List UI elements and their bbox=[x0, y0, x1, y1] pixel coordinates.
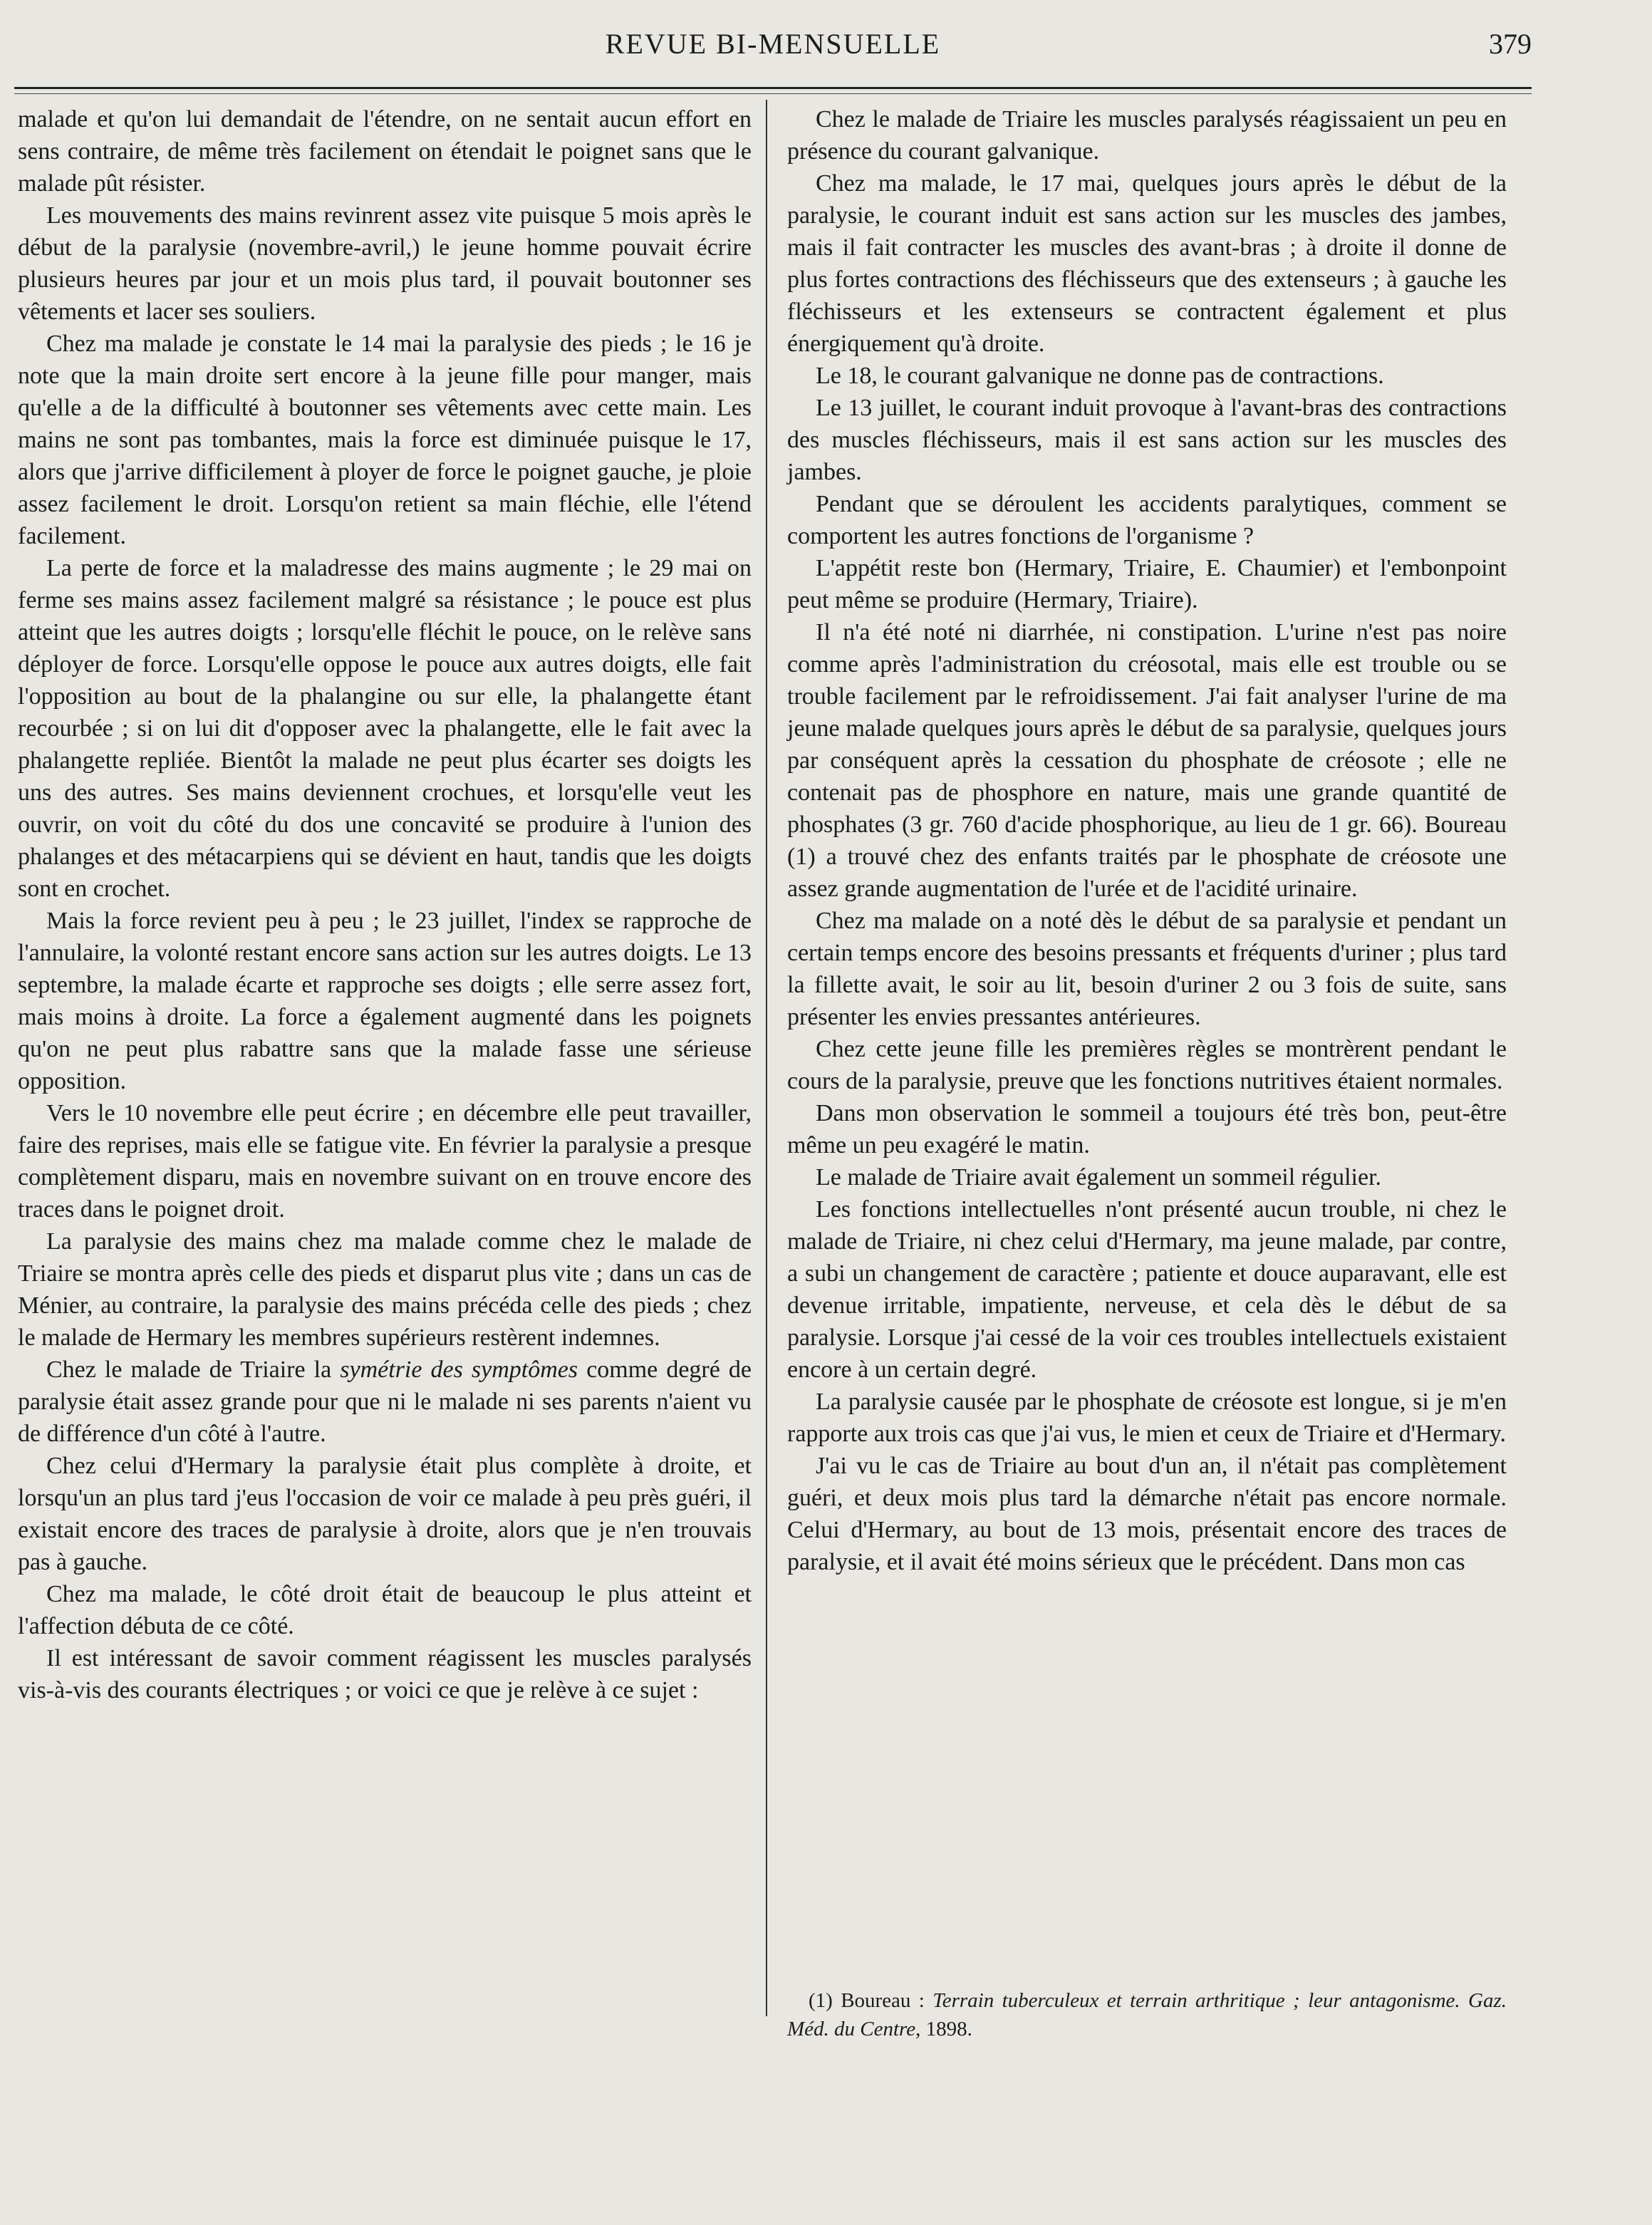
paragraph: Le malade de Triaire avait également un sommeil régulier. bbox=[816, 1164, 1382, 1191]
paragraph: Chez celui d'Hermary la paralysie était plus complète à droite, et lorsqu'un an plus tard j'eus l'occasion de voir ce malade à peu près guéri, il existait encore des traces de paralysie à droite, alors que je n'en trouvais pas à gauche. bbox=[18, 1453, 752, 1575]
text-span: Chez le malade de Triaire la bbox=[46, 1357, 341, 1383]
paragraph: Dans mon observation le sommeil a toujours été très bon, peut-être même un peu exagéré le matin. bbox=[787, 1100, 1507, 1158]
paragraph: La paralysie causée par le phosphate de créosote est longue, si je m'en rapporte aux trois cas que j'ai vus, le mien et ceux de Triaire et d'Hermary. bbox=[787, 1389, 1507, 1447]
paragraph: J'ai vu le cas de Triaire au bout d'un an, il n'était pas complètement guéri, et deux mois plus tard la démarche n'était pas encore normale. Celui d'Hermary, au bout de 13 mois, présentait encore des traces de paralysie, et il avait été moins sérieux que le précédent. Dans mon cas bbox=[787, 1453, 1507, 1575]
paragraph: Mais la force revient peu à peu ; le 23 juillet, l'index se rapproche de l'annulaire, la volonté restant encore sans action sur les autres doigts. Le 13 septembre, la malade écarte et rapproche ses doigts ; elle serre assez fort, mais moins à droite. La force a également augmenté dans les poignets qu'on ne peut plus rabattre sans que la malade fasse une sérieuse opposition. bbox=[18, 908, 752, 1094]
paragraph: Chez ma malade on a noté dès le début de sa paralysie et pendant un certain temps encore des besoins pressants et fréquents d'uriner ; plus tard la fillette avait, le soir au lit, besoin d'uriner 2 ou 3 fois de suite, sans présenter les envies pressantes antérieures. bbox=[787, 908, 1507, 1030]
paragraph: Il est intéressant de savoir comment réagissent les muscles paralysés vis-à-vis des courants électriques ; or voici ce que je relève à ce sujet : bbox=[18, 1645, 752, 1703]
paragraph: Chez ma malade, le 17 mai, quelques jours après le début de la paralysie, le courant induit est sans action sur les muscles des jambes, mais il fait contracter les muscles des avant-bras ; à droite il donne de plus fortes contractions des fléchisseurs que des extenseurs ; à gauche les fléchisseurs et les extenseurs se contractent également et plus énergiquement qu'à droite. bbox=[787, 170, 1507, 357]
footnote-marker: (1) Boureau : bbox=[809, 1989, 933, 2012]
paragraph: Les mouvements des mains revinrent assez vite puisque 5 mois après le début de la paralysie (novembre-avril,) le jeune homme pouvait écrire plusieurs heures par jour et un mois plus tard, il pouvait boutonner ses vêtements et lacer ses souliers. bbox=[18, 202, 752, 325]
paragraph: La perte de force et la maladresse des mains augmente ; le 29 mai on ferme ses mains assez facilement malgré sa résistance ; le pouce est plus atteint que les autres doigts ; lorsqu'elle fléchit le pouce, on le relève sans déployer de force. Lorsqu'elle oppose le pouce aux autres doigts, elle fait l'opposition au bout de la phalangine ou sur elle, la phalangette étant recourbée ; si on lui dit d'opposer avec la phalangette, elle le fait avec la phalangette repliée. Bientôt la malade ne peut plus écarter ses doigts les uns des autres. Ses mains deviennent crochues, et lorsqu'elle veut les ouvrir, on voit du côté du dos une concavité se produire à l'union des phalanges et des métacarpiens qui se dévient en haut, tandis que les doigts sont en crochet. bbox=[18, 555, 752, 902]
paragraph: Les fonctions intellectuelles n'ont présenté aucun trouble, ni chez le malade de Triaire, ni chez celui d'Hermary, ma jeune malade, par contre, a subi un changement de caractère ; patiente et douce auparavant, elle est devenue irritable, impatiente, nerveuse, et cela dès le début de sa paralysie. Lorsque j'ai cessé de la voir ces troubles intellectuels existaient encore à un certain degré. bbox=[787, 1196, 1507, 1383]
paragraph: L'appétit reste bon (Hermary, Triaire, E. Chaumier) et l'embonpoint peut même se produire (Hermary, Triaire). bbox=[787, 555, 1507, 613]
right-column bbox=[787, 103, 1507, 1578]
page-header bbox=[14, 27, 1532, 70]
paragraph: Le 13 juillet, le courant induit provoque à l'avant-bras des contractions des muscles fléchisseurs, mais il est sans action sur les muscles des jambes. bbox=[787, 395, 1507, 485]
paragraph: Chez cette jeune fille les premières règles se montrèrent pendant le cours de la paralysie, preuve que les fonctions nutritives étaient normales. bbox=[787, 1036, 1507, 1094]
footnote-year: , 1898. bbox=[915, 2018, 972, 2040]
paragraph: Il n'a été noté ni diarrhée, ni constipation. L'urine n'est pas noire comme après l'administration du créosotal, mais elle est trouble ou se trouble facilement par le refroidissement. J'ai fait analyser l'urine de ma jeune malade quelques jours après le début de sa paralysie, quelques jours par conséquent après la cessation du phosphate de créosote ; elle ne contenait pas de phosphore en nature, mais une grande quantité de phosphates (3 gr. 760 d'acide phosphorique, au lieu de 1 gr. 66). Boureau (1) a trouvé chez des enfants traités par le phosphate de créosote une assez grande augmentation de l'urée et de l'acidité urinaire. bbox=[787, 619, 1507, 902]
paragraph: Pendant que se déroulent les accidents paralytiques, comment se comportent les autres fonctions de l'organisme ? bbox=[787, 491, 1507, 549]
header-rule bbox=[14, 87, 1532, 94]
paragraph: La paralysie des mains chez ma malade comme chez le malade de Triaire se montra après celle des pieds et disparut plus vite ; dans un cas de Ménier, au contraire, la paralysie des mains précéda celle des pieds ; chez le malade de Hermary les membres supérieurs restèrent indemnes. bbox=[18, 1228, 752, 1351]
page-number: 379 bbox=[1489, 28, 1532, 60]
footnote bbox=[787, 1986, 1507, 2043]
left-column bbox=[18, 103, 752, 1706]
running-title: REVUE BI-MENSUELLE bbox=[605, 28, 941, 60]
paragraph: Vers le 10 novembre elle peut écrire ; en décembre elle peut travailler, faire des reprises, mais elle se fatigue vite. En février la paralysie a presque complètement disparu, mais en novembre suivant on en trouve encore des traces dans le poignet droit. bbox=[18, 1100, 752, 1223]
footnote-title: Terrain tuberculeux et terrain arthritique ; leur antagonisme. Gaz. Méd. du Centre bbox=[787, 1989, 1507, 2040]
paragraph: Chez ma malade je constate le 14 mai la paralysie des pieds ; le 16 je note que la main droite sert encore à la jeune fille pour manger, mais qu'elle a de la difficulté à boutonner ses vêtements avec cette main. Les mains ne sont pas tombantes, mais la force est diminuée puisque le 17, alors que j'arrive difficilement à ployer de force le poignet gauche, je ploie assez facilement le droit. Lorsqu'on retient sa main fléchie, elle l'étend facilement. bbox=[18, 331, 752, 549]
emphasis: symétrie des symptômes bbox=[340, 1357, 578, 1383]
column-divider bbox=[766, 100, 767, 2016]
text-span: comme degré de paralysie était assez grande pour que ni le malade ni ses parents n'aient vu de différence d'un côté à l'autre. bbox=[18, 1357, 752, 1447]
paragraph: Chez ma malade, le côté droit était de beaucoup le plus atteint et l'affection débuta de ce côté. bbox=[18, 1581, 752, 1639]
paragraph: malade et qu'on lui demandait de l'étendre, on ne sentait aucun effort en sens contraire, de même très facilement on étendait le poignet sans que le malade pût résister. bbox=[18, 106, 752, 197]
paragraph-symmetry bbox=[18, 1354, 752, 1450]
paragraph: Chez le malade de Triaire les muscles paralysés réagissaient un peu en présence du courant galvanique. bbox=[787, 106, 1507, 165]
paragraph: Le 18, le courant galvanique ne donne pas de contractions. bbox=[816, 363, 1384, 389]
